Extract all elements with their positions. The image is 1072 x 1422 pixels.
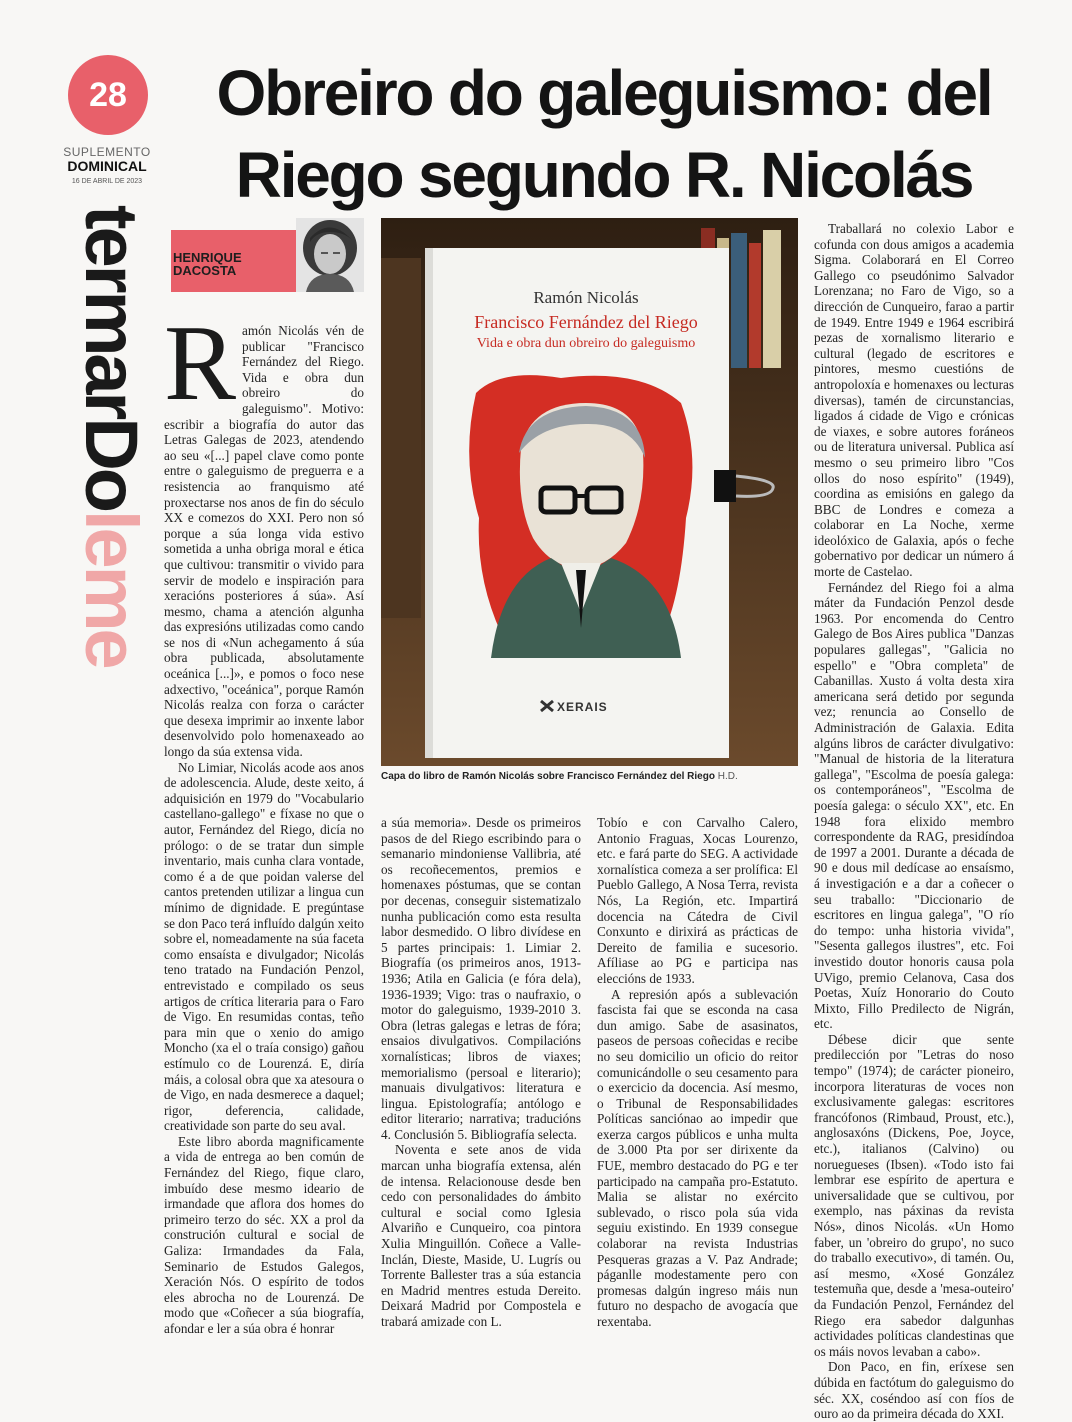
issue-date: 16 DE ABRIL DE 2023 <box>71 178 143 186</box>
paragraph: Traballará no colexio Labor e cofunda con dous amigos a academia Sigma. Colaborará en El Correo Gallego co pseudónimo Salvador Lorenzana; no Faro de Vigo, so a dirección de Cunqueiro, farao a partir de 1949. Entre 1949 e 1964 escribirá pezas de xornalismo literario e cultural (legado de escritores e pintores, mesmo cuestións de antropoloxía e homenaxes ou lecturas diversas), tamén de circunstancias, ligados á cidade de Vigo e crónicas de viaxes, e sobre autores foráneos ou de literatura universal. Publica así mesmo o seu primeiro libro "Cos ollos do noso espírito" (1949), coordina as emisións en galego da BBC de Londres e comeza a colaborar en La Noche, xerme ideolóxico de Galaxia, após o feche gobernativo por dedicar un número á morte de Castelao. <box>814 221 1014 580</box>
author-portrait-icon <box>296 218 364 292</box>
author-avatar <box>296 218 364 292</box>
book-title: Francisco Fernández del Riego <box>474 312 698 332</box>
article-column-2 <box>381 815 581 1329</box>
book-author: Ramón Nicolás <box>533 288 639 307</box>
photo-caption <box>381 771 798 782</box>
author-last-name: DACOSTA <box>173 263 237 278</box>
paragraph: No Limiar, Nicolás acode aos anos de adolescencia. Alude, deste xeito, á adquisición en 1979 do "Vocabulario castellano-gallego" e fíxase no que o autor, Fernández del Riego, dicía no prólogo: o de se tratar dun simple inventario, mais cunha clara vontade, como é a de que poidan valerse del cantos pretenden utilizar a lingua cun mínimo de dignidade. E pregúntase se don Paco terá influído dalgún xeito sobre el, nomeadamente na súa faceta como ensaísta e divulgador; Nicolás teno tratado na Fundación Penzol, entrevistado e compilado os seus artigos de crítica literaria para o Faro de Vigo. En resumidas contas, teño para min que o xenio do amigo Moncho (xa el o traía consigo) gañou estímulo co de Lourenzá. E, diría máis, a colosal obra que xa atesoura o de Vigo, en nada desmerece a daquel; rigor, deferencia, calidade, creatividade son parte do seu aval. <box>164 759 364 1134</box>
paragraph: Noventa e sete anos de vida marcan unha biografía extensa, alén de intensa. Relacionouse desde ben cedo con personalidades do ámbito cultural e social como Iglesia Alvariño e Cunqueiro, coa pintora Xulia Minguillón. Coñece a Valle-Inclán, Dieste, Maside, U. Lugrís ou Torrente Ballester tras a súa estancia en Madrid mentres estuda Dereito. Deixará Madrid por Compostela e trabará amizade con L. <box>381 1142 581 1329</box>
caption-text: Capa do libro de Ramón Nicolás sobre Francisco Fernández del Riego <box>381 771 715 782</box>
supplement-line2: DOMINICAL <box>67 157 147 174</box>
paragraph: Este libro aborda magnificamente a vida de entrega ao ben común de Fernández del Riego, fique claro, imbuído dese mesmo ideario de irmandade que aflora dos homes do primeiro terzo do séc. XX a prol da construción cultural e social de Galiza: Irmandades da Fala, Seminario de Estudos Galegos, Xeración Nós. O espírito de todos eles abrocha no de Lourenzá. De modo que «Coñecer a súa biografía, afondar e ler a súa obra é honrar <box>164 1133 364 1336</box>
article-column-4 <box>814 221 1014 1422</box>
page-number: 28 <box>68 55 148 135</box>
paragraph: Don Paco, en fin, eríxese sen dúbida en factótum do galeguismo do séc. XX, coséndoo así con fíos de ouro ao da primeira década do XXI. <box>814 1359 1014 1422</box>
paragraph: a súa memoria». Desde os primeiros pasos de del Riego escribindo para o semanario mindoniense Vallibria, até os recoñecementos, premios e homenaxes póstumas, que se contan por decenas, conseguir sistematizalo nunha publicación como esta resulta labor desmedido. O libro divídese en 5 partes principais: 1. Limiar 2. Biografía (os primeiros anos, 1913-1936; Atila en Galicia (e fóra dela), 1936-1939; Vigo: tras o naufraxio, o motor do galeguismo, 1939-2010 3. Obra (letras galegas e letras de fóra; ensaios divulgativos. Compilacións xornalísticas; libros de viaxes; memorialismo (persoal e literario); manuais divulgativos: literatura e lingua. Epistolografía; antólogo e editor literario; narrativa; traducións 4. Conclusión 5. Bibliografía selecta. <box>381 815 581 1142</box>
publisher-logo: XERAIS <box>557 700 608 714</box>
paragraph: amón Nicolás vén de publicar "Francisco Fernández del Riego. Vida e obra dun obreiro do galeguismo". Motivo: escribir a biografía do autor das Letras Galegas de 2023, atendendo ao seu «[...] papel clave como ponte entre o galeguismo de preguerra e a resistencia ao franquismo até proxectarse nos anos de fin do século XX e comezos do XXI. Pero non só porque a súa longa vida estivo sometida a unha obriga moral e ética que cultivou: transmitir o vivido para servir de modelo e inspiración para xeracións posteriores á súa». Así mesmo, chama a atención algunha das expresións utilizadas como cando se nos di «Nun achegamento á súa obra publicada, absolutamente oceánica [...]», e pomos o foco nese adxectivo, "oceánica", porque Ramón Nicolás realza con forza o carácter que desexa imprimir ao inxente labor desenvolvido polo homenaxeado ao longo da súa extensa vida. <box>164 323 364 760</box>
section-title <box>68 205 154 790</box>
section-title-pink: leme <box>70 510 153 667</box>
author-name <box>173 251 273 277</box>
supplement-line1: SUPLEMENTO <box>63 145 151 159</box>
paragraph: Débese dicir que sente predilección por "Letras do noso tempo" (1974); de carácter pioneiro, incorpora literaturas de voces non exclusivamente galegas: escritores francófonos (Rimbaud, Proust, etc.), anglosaxóns (Dickens, Poe, Joyce, etc.), italianos (Calvino) ou noruegueses (Ibsen). «Todo isto fai lembrar ese espírito de apertura e universalidade que se cultivou, por exemplo, nas páxinas da revista Nós», dinos Nicolás. «Un Homo faber, un 'obreiro do grupo', no suco do traballo executivo», di tamén. Ou, así mesmo, «Xosé González testemuña que, desde a 'mesa-outeiro' da Fundación Penzol, Fernández del Riego era sabedor dalgunhas actividades políticas clandestinas que os máis novos levaban a cabo». <box>814 1031 1014 1359</box>
drop-cap: R <box>164 304 237 423</box>
book-cover-photo <box>381 218 798 766</box>
headline: Obreiro do galeguismo: del Riego segundo R. Nicolás <box>216 57 992 211</box>
author-first-name: HENRIQUE <box>173 250 242 265</box>
paragraph: Tobío e con Carvalho Calero, Antonio Fraguas, Xocas Lourenzo, etc. e fará parte do SEG. A actividade xornalística comeza a ser prolífica: El Pueblo Gallego, A Nosa Terra, revista Nós, La Región, etc. Impartirá docencia na Cátedra de Civil Conxunto e dirixirá as prácticas de Dereito de familia e sucesorio. Afíliase ao PG e participa nas eleccións de 1933. <box>597 815 798 986</box>
book-subtitle: Vida e obra dun obreiro do galeguismo <box>476 336 696 351</box>
section-title-dark: termarDo <box>70 205 153 510</box>
supplement-label <box>60 146 154 186</box>
paragraph: Fernández del Riego foi a alma máter da Fundación Penzol desde 1963. Por encomenda do Centro Galego de Bos Aires publica "Danzas populares gallegas", "Galicia no espello" e "Obra completa" de Cabanillas. Xusto á volta desta xira americana será detido por segunda vez; renuncia ao Consello de Administración de Galaxia. Edita algúns libros de carácter divulgativo: "Manual de historia de la literatura gallega", "Escolma de poesía galega: os contemporáneos", "Escolma de poesía galega: o século XX", etc. En 1948 fora elixido membro correspondente da RAG, presidíndoa de 1997 a 2001. Durante a década de 90 e dous mil dedícase ao ensaísmo, á investigación e a dar a coñecer o seu traballo: "Diccionario de escritores en lingua galega", "O río do tempo: unha historia vivida", "Sesenta gallegos ilustres", etc. Foi investido doutor honoris causa pola UVigo, premio Celanova, Casa dos Poetas, Xuíz Honorario do Couto Mixto, Fillo Predilecto de Nigrán, etc. <box>814 579 1014 1032</box>
article-column-1 <box>164 304 364 1336</box>
article-column-3 <box>597 815 798 1329</box>
photo-credit: H.D. <box>717 771 738 782</box>
paragraph: A represión após a sublevación fascista fai que se esconda na casa dun amigo. Sabe de asasinatos, paseos de persoas coñecidas e recibe no seu domicilio un oficio do reitor comunicándolle o seu cesamento para o exercicio da docencia. Así mesmo, o Tribunal de Responsabilidades Políticas sanciónao ao impedir que exerza cargos públicos e unha multa de 3.000 Pta por ser dirixente da FUE, membro destacado do PG e ter participado na campaña pro-Estatuto. Malia se alistar no exército sublevado, o risco pola súa vida seguiu existindo. En 1939 consegue colaborar na revista Industrias Pesqueras grazas a V. Paz Andrade; páganlle modestamente pero con promesas dalgún ingreso máis nun futuro no despacho de avogacía que rexentaba. <box>597 986 798 1329</box>
